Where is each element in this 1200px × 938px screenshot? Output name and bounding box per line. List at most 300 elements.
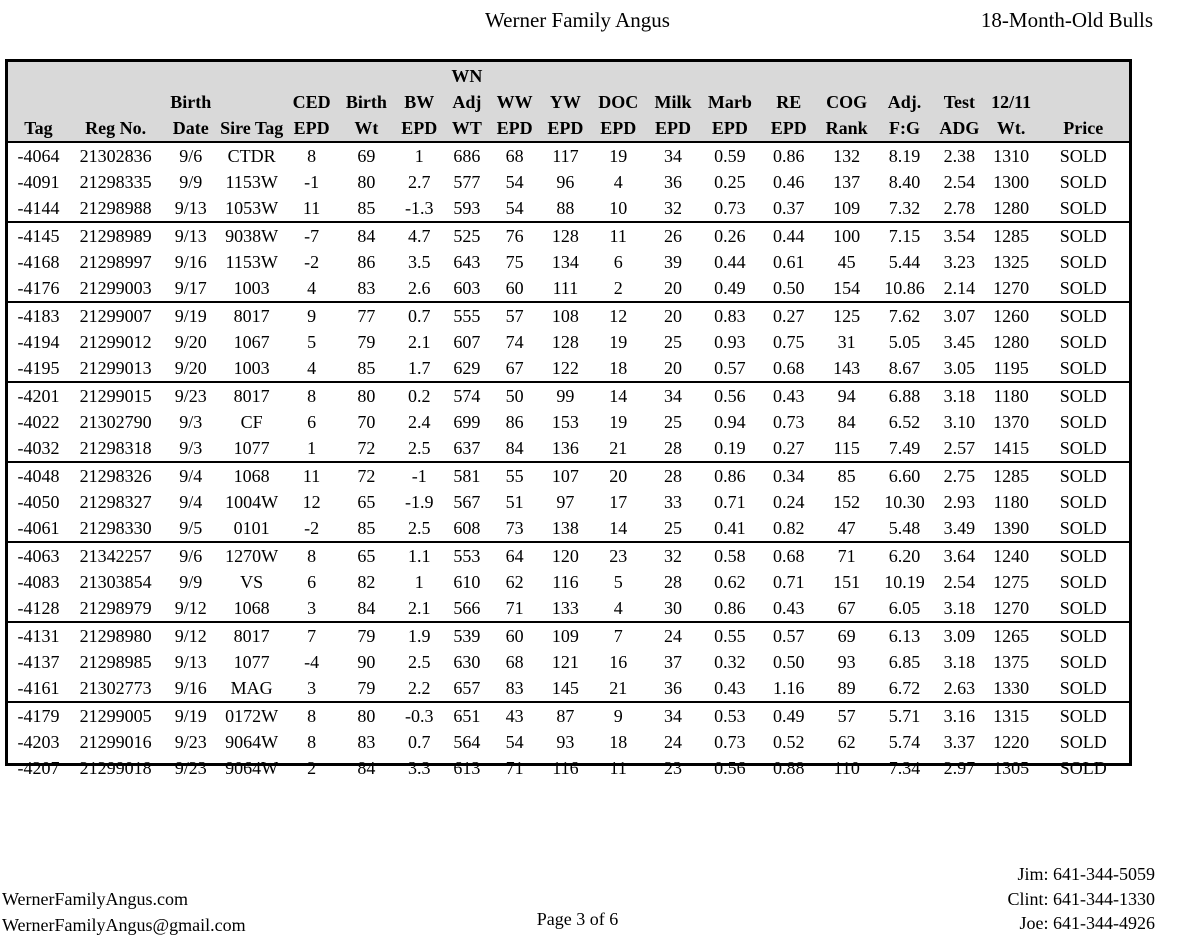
table-cell: 3.18 — [943, 652, 976, 672]
table-cell: -4145 — [17, 226, 60, 246]
table-cell: 86 — [505, 412, 524, 432]
table-row — [8, 275, 1129, 302]
table-cell: 89 — [818, 675, 875, 702]
table-cell: 6.60 — [888, 466, 921, 486]
column-header: WN Adj WT — [445, 62, 490, 142]
table-cell: 71 — [837, 546, 856, 566]
column-header: Test ADG — [934, 62, 985, 142]
table-cell: -4061 — [8, 515, 69, 542]
table-cell: 3.23 — [943, 252, 976, 272]
table-cell: 34 — [664, 386, 683, 406]
table-cell: 70 — [357, 412, 376, 432]
table-cell: 11 — [609, 758, 627, 778]
table-cell: 85 — [339, 355, 394, 382]
table-cell: 128 — [551, 332, 579, 352]
column-header: Birth Wt — [339, 62, 394, 142]
table-cell: 637 — [445, 435, 490, 462]
table-cell: 54 — [505, 172, 524, 192]
table-cell: 0.7 — [407, 306, 431, 326]
table-cell: 21298989 — [79, 226, 152, 246]
table-cell: 0.37 — [759, 195, 818, 222]
column-header: CED EPD — [284, 62, 339, 142]
table-cell: 75 — [505, 252, 524, 272]
table-cell: 0.57 — [700, 355, 759, 382]
table-cell: 2.7 — [407, 172, 431, 192]
table-cell: 574 — [453, 386, 481, 406]
table-cell: 0.86 — [714, 466, 746, 486]
table-cell: -4032 — [8, 435, 69, 462]
table-cell: 21299016 — [79, 732, 152, 752]
table-cell: 54 — [505, 732, 524, 752]
table-cell: 9/19 — [174, 306, 207, 326]
table-cell: 97 — [556, 492, 575, 512]
table-cell: 2.54 — [943, 572, 976, 592]
table-cell: -4 — [304, 652, 320, 672]
table-cell: 0.56 — [714, 386, 746, 406]
table-cell: 9/13 — [162, 195, 219, 222]
table-cell: 2 — [591, 275, 646, 302]
table-cell: 68 — [505, 652, 524, 672]
table-cell: 603 — [445, 275, 490, 302]
table-cell: -1 — [304, 172, 320, 192]
table-cell: 9/4 — [179, 492, 203, 512]
table-cell: 31 — [837, 332, 856, 352]
table-cell: -4064 — [17, 146, 60, 166]
table-cell: 8017 — [233, 386, 270, 406]
table-cell: -4128 — [8, 595, 69, 622]
table-cell: 2.1 — [407, 332, 431, 352]
table-row — [8, 409, 1129, 435]
table-cell: 23 — [609, 546, 628, 566]
table-cell: 608 — [445, 515, 490, 542]
table-cell: 24 — [664, 732, 683, 752]
column-header: Reg No. — [69, 62, 162, 142]
table-cell: 6 — [307, 572, 317, 592]
table-cell: 1280 — [993, 332, 1030, 352]
table-row — [8, 675, 1129, 702]
table-cell: 577 — [453, 172, 481, 192]
table-cell: 0.43 — [700, 675, 759, 702]
table-cell: 67 — [818, 595, 875, 622]
table-cell: 1305 — [993, 758, 1030, 778]
column-header: Price — [1038, 62, 1129, 142]
table-cell: 6 — [307, 412, 317, 432]
table-cell: 1180 — [993, 386, 1029, 406]
table-cell: -4195 — [8, 355, 69, 382]
table-cell: 3.64 — [943, 546, 976, 566]
table-cell: 1415 — [985, 435, 1038, 462]
table-cell: 0.53 — [714, 706, 746, 726]
table-cell: CTDR — [227, 146, 276, 166]
table-cell: 0.46 — [773, 172, 805, 192]
table-cell: 77 — [357, 306, 376, 326]
column-header: Adj. F:G — [875, 62, 934, 142]
page-number: Page 3 of 6 — [536, 909, 619, 929]
column-header: Sire Tag — [219, 62, 284, 142]
table-row — [8, 195, 1129, 222]
column-header: YW EPD — [540, 62, 591, 142]
column-header: Birth Date — [162, 62, 219, 142]
table-cell: 0.57 — [773, 626, 805, 646]
table-cell: 3.5 — [407, 252, 431, 272]
table-cell: 74 — [505, 332, 524, 352]
table-cell: 20 — [646, 275, 701, 302]
table-cell: 9/12 — [162, 595, 219, 622]
table-cell: 25 — [664, 412, 683, 432]
table-cell: 10.19 — [884, 572, 925, 592]
table-cell: 10 — [591, 195, 646, 222]
table-cell: 83 — [339, 275, 394, 302]
table-row — [8, 649, 1129, 675]
table-cell: 630 — [453, 652, 481, 672]
table-cell: 8017 — [233, 626, 270, 646]
table-cell: 2.78 — [934, 195, 985, 222]
table-cell: 4 — [284, 355, 339, 382]
table-cell: 3.54 — [943, 226, 976, 246]
table-cell: 1004W — [225, 492, 279, 512]
table-cell: 84 — [357, 226, 376, 246]
table-cell: 145 — [540, 675, 591, 702]
table-cell: 21342257 — [79, 546, 152, 566]
table-cell: SOLD — [1059, 252, 1107, 272]
table-cell: 28 — [664, 572, 683, 592]
table-cell: 107 — [551, 466, 579, 486]
table-cell: 26 — [664, 226, 683, 246]
table-cell: 2.4 — [407, 412, 431, 432]
table-cell: 55 — [505, 466, 524, 486]
table-cell: MAG — [219, 675, 284, 702]
table-cell: 2.57 — [934, 435, 985, 462]
table-cell: 0.7 — [407, 732, 431, 752]
table-cell: SOLD — [1038, 515, 1129, 542]
table-row — [8, 622, 1129, 649]
table-cell: 21299012 — [79, 332, 152, 352]
table-cell: -2 — [284, 515, 339, 542]
table-cell: 5.44 — [888, 252, 921, 272]
table-cell: 79 — [357, 626, 376, 646]
table-cell: 85 — [339, 195, 394, 222]
table-cell: 21302790 — [79, 412, 152, 432]
table-cell: 1270W — [225, 546, 279, 566]
table-cell: 21298980 — [79, 626, 152, 646]
table-cell: 0.93 — [714, 332, 746, 352]
table-cell: SOLD — [1059, 386, 1107, 406]
table-cell: 3.09 — [943, 626, 976, 646]
table-cell: 1153W — [225, 252, 278, 272]
table-cell: 9/5 — [162, 515, 219, 542]
table-cell: 21298979 — [69, 595, 162, 622]
table-cell: 32 — [664, 546, 683, 566]
table-cell: 9/23 — [174, 386, 207, 406]
table-cell: 6.88 — [888, 386, 921, 406]
table-cell: 0.75 — [773, 332, 805, 352]
table-cell: 11 — [302, 466, 321, 486]
table-cell: 84 — [339, 595, 394, 622]
table-row — [8, 462, 1129, 489]
table-cell: 87 — [556, 706, 575, 726]
table-cell: 21299015 — [79, 386, 152, 406]
table-cell: 0.50 — [773, 652, 805, 672]
table-row — [8, 702, 1129, 729]
table-cell: 699 — [453, 412, 481, 432]
table-cell: SOLD — [1059, 332, 1107, 352]
table-cell: 86 — [357, 252, 376, 272]
table-cell: SOLD — [1038, 355, 1129, 382]
table-cell: 30 — [646, 595, 701, 622]
table-cell: 134 — [551, 252, 579, 272]
table-cell: CF — [240, 412, 263, 432]
table-cell: 8.67 — [875, 355, 934, 382]
table-cell: 581 — [453, 466, 481, 486]
table-cell: 71 — [505, 758, 524, 778]
table-cell: 9 — [307, 306, 317, 326]
table-cell: 16 — [609, 652, 628, 672]
table-cell: 133 — [540, 595, 591, 622]
table-cell: 108 — [551, 306, 579, 326]
table-cell: 85 — [837, 466, 856, 486]
table-cell: 1370 — [993, 412, 1030, 432]
table-cell: SOLD — [1059, 226, 1107, 246]
table-cell: 11 — [609, 226, 627, 246]
table-cell: -4203 — [17, 732, 60, 752]
table-cell: 0.41 — [700, 515, 759, 542]
table-cell: 21298335 — [79, 172, 152, 192]
table-cell: 0.52 — [773, 732, 805, 752]
table-cell: 99 — [556, 386, 575, 406]
table-cell: 93 — [556, 732, 575, 752]
column-header: BW EPD — [394, 62, 445, 142]
table-cell: 3.49 — [934, 515, 985, 542]
table-cell: 9064W — [225, 758, 279, 778]
table-cell: 21 — [591, 675, 646, 702]
column-header: Marb EPD — [700, 62, 759, 142]
table-cell: 1300 — [993, 172, 1030, 192]
table-cell: 20 — [646, 355, 701, 382]
table-cell: 0.44 — [714, 252, 746, 272]
column-header: COG Rank — [818, 62, 875, 142]
table-cell: 9/4 — [179, 466, 203, 486]
table-cell: 3.07 — [943, 306, 976, 326]
table-cell: 7 — [613, 626, 623, 646]
table-cell: 1260 — [993, 306, 1030, 326]
table-cell: 84 — [357, 758, 376, 778]
table-cell: 7.62 — [888, 306, 921, 326]
table-cell: 65 — [357, 546, 376, 566]
table-cell: 0.83 — [714, 306, 746, 326]
table-cell: 111 — [540, 275, 591, 302]
table-cell: 19 — [609, 146, 628, 166]
table-cell: 7.32 — [875, 195, 934, 222]
table-cell: 1.1 — [407, 546, 431, 566]
table-cell: 1285 — [993, 466, 1030, 486]
table-cell: 1077 — [233, 652, 270, 672]
table-row — [8, 595, 1129, 622]
table-cell: 69 — [837, 626, 856, 646]
table-cell: 65 — [357, 492, 376, 512]
table-cell: SOLD — [1038, 435, 1129, 462]
table-cell: 1.9 — [407, 626, 431, 646]
column-header: RE EPD — [759, 62, 818, 142]
table-cell: 2 — [307, 758, 317, 778]
table-cell: 9/9 — [179, 572, 203, 592]
table-cell: -7 — [304, 226, 320, 246]
table-cell: 1 — [284, 435, 339, 462]
table-cell: 83 — [489, 675, 540, 702]
table-cell: 0.86 — [700, 595, 759, 622]
table-cell: 6.52 — [888, 412, 921, 432]
table-cell: 34 — [664, 706, 683, 726]
table-cell: 3.18 — [943, 386, 976, 406]
table-cell: 0101 — [219, 515, 284, 542]
website-link[interactable]: WernerFamilyAngus.com — [2, 889, 189, 909]
table-cell: 7.49 — [875, 435, 934, 462]
table-cell: 6.05 — [875, 595, 934, 622]
table-cell: 20 — [664, 306, 683, 326]
table-cell: 1.16 — [759, 675, 818, 702]
table-row — [8, 302, 1129, 329]
table-cell: 21299018 — [79, 758, 152, 778]
bull-table-frame — [5, 59, 1132, 778]
document-title: Werner Family Angus — [485, 8, 670, 32]
table-cell: 3.45 — [943, 332, 976, 352]
table-row — [8, 222, 1129, 249]
table-cell: 79 — [339, 675, 394, 702]
column-header: WW EPD — [489, 62, 540, 142]
table-cell: 2.14 — [934, 275, 985, 302]
table-cell: 2.93 — [943, 492, 976, 512]
table-cell: 110 — [833, 758, 860, 778]
table-cell: 47 — [818, 515, 875, 542]
table-cell: 1068 — [233, 466, 270, 486]
table-cell: 0.62 — [714, 572, 746, 592]
table-cell: 10.86 — [875, 275, 934, 302]
table-cell: 9/23 — [174, 758, 207, 778]
table-cell: 9/6 — [179, 546, 203, 566]
table-cell: 1053W — [219, 195, 284, 222]
table-cell: 9 — [613, 706, 623, 726]
table-cell: 1003 — [219, 355, 284, 382]
table-cell: 1285 — [993, 226, 1030, 246]
table-cell: 8 — [307, 386, 317, 406]
table-cell: 1375 — [993, 652, 1030, 672]
table-cell: 6.85 — [888, 652, 921, 672]
table-cell: 0.43 — [773, 386, 805, 406]
table-cell: 21299003 — [69, 275, 162, 302]
table-cell: 0.34 — [773, 466, 805, 486]
table-cell: -4207 — [17, 758, 60, 778]
table-cell: -4137 — [17, 652, 60, 672]
table-cell: 57 — [505, 306, 524, 326]
table-cell: 151 — [833, 572, 861, 592]
table-row — [8, 569, 1129, 595]
table-cell: 4 — [591, 595, 646, 622]
table-cell: 2.5 — [394, 435, 445, 462]
table-cell: 11 — [284, 195, 339, 222]
table-cell: 109 — [818, 195, 875, 222]
table-cell: -4179 — [17, 706, 60, 726]
table-cell: 1003 — [219, 275, 284, 302]
table-cell: 0.68 — [773, 546, 805, 566]
table-cell: 9/19 — [174, 706, 207, 726]
table-cell: -4022 — [17, 412, 60, 432]
table-cell: 116 — [552, 758, 579, 778]
table-cell: 1077 — [219, 435, 284, 462]
table-cell: 566 — [445, 595, 490, 622]
table-cell: 12 — [609, 306, 628, 326]
table-cell: 9/3 — [162, 435, 219, 462]
table-cell: 2.5 — [407, 652, 431, 672]
table-cell: 21298997 — [79, 252, 152, 272]
table-cell: SOLD — [1038, 275, 1129, 302]
table-cell: 9/12 — [174, 626, 207, 646]
table-cell: 37 — [664, 652, 683, 672]
table-cell: 2.75 — [943, 466, 976, 486]
table-cell: 21298327 — [79, 492, 152, 512]
email-link[interactable]: WernerFamilyAngus@gmail.com — [2, 915, 246, 935]
table-cell: 1325 — [993, 252, 1030, 272]
table-cell: 0.61 — [773, 252, 805, 272]
table-cell: 0.71 — [714, 492, 746, 512]
table-cell: 1195 — [985, 355, 1038, 382]
table-cell: 36 — [646, 675, 701, 702]
contact-jim: Jim: 641-344-5059 — [1017, 864, 1155, 884]
table-cell: 19 — [609, 332, 628, 352]
table-cell: 0.49 — [700, 275, 759, 302]
table-cell: 0.27 — [773, 306, 805, 326]
table-cell: 125 — [833, 306, 861, 326]
table-cell: 84 — [837, 412, 856, 432]
table-cell: 72 — [357, 466, 376, 486]
table-cell: 567 — [453, 492, 481, 512]
table-row — [8, 249, 1129, 275]
table-cell: -1.9 — [404, 492, 434, 512]
table-cell: 2.2 — [394, 675, 445, 702]
table-cell: -2 — [304, 252, 320, 272]
table-cell: 10.30 — [884, 492, 925, 512]
table-cell: 14 — [609, 386, 628, 406]
table-cell: 1315 — [993, 706, 1030, 726]
table-cell: 3.05 — [934, 355, 985, 382]
table-cell: 1220 — [993, 732, 1030, 752]
table-cell: -0.3 — [404, 706, 434, 726]
table-cell: 3 — [284, 675, 339, 702]
table-cell: 4.7 — [407, 226, 431, 246]
table-cell: 19 — [609, 412, 628, 432]
table-cell: 4 — [613, 172, 623, 192]
table-cell: 5.48 — [875, 515, 934, 542]
table-cell: 0.49 — [773, 706, 805, 726]
table-cell: 21302773 — [69, 675, 162, 702]
table-cell: -4183 — [17, 306, 60, 326]
table-cell: 21 — [591, 435, 646, 462]
table-cell: 9/16 — [162, 675, 219, 702]
table-cell: 1.7 — [394, 355, 445, 382]
table-cell: 1275 — [993, 572, 1030, 592]
table-cell: 9064W — [225, 732, 279, 752]
table-cell: 2.38 — [943, 146, 976, 166]
table-cell: 33 — [664, 492, 683, 512]
table-cell: -4048 — [17, 466, 60, 486]
table-row — [8, 515, 1129, 542]
table-header-row — [8, 62, 1129, 142]
table-row — [8, 382, 1129, 409]
table-cell: 8 — [307, 546, 317, 566]
table-cell: 68 — [505, 146, 524, 166]
table-cell: 0.25 — [714, 172, 746, 192]
table-cell: 0.55 — [714, 626, 746, 646]
table-cell: 5.05 — [888, 332, 921, 352]
table-cell: 45 — [837, 252, 856, 272]
